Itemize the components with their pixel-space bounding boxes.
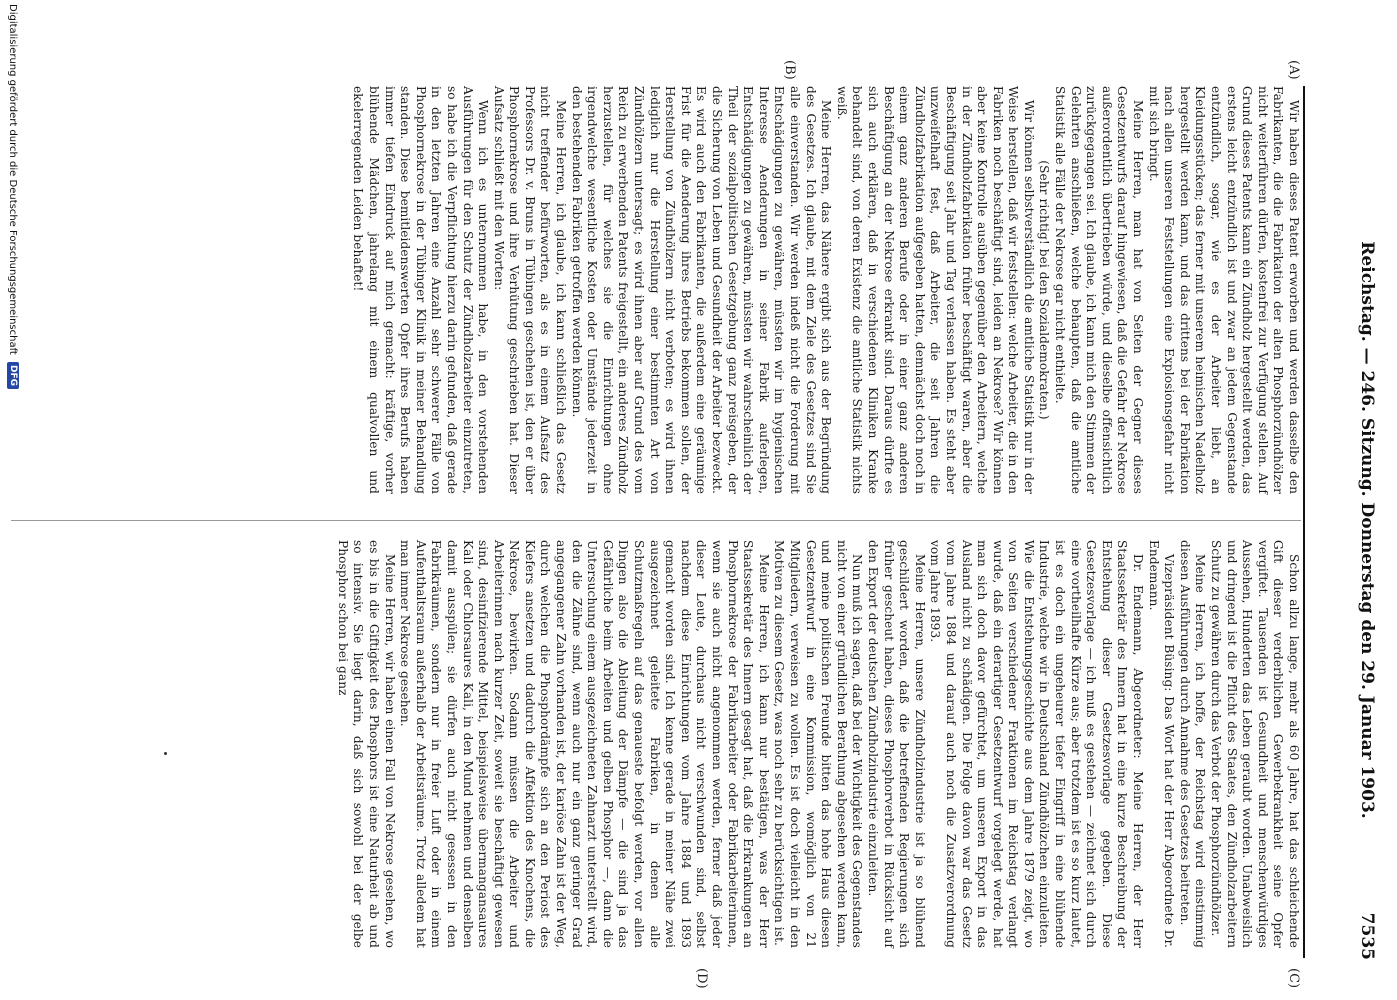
print-speck	[164, 752, 167, 755]
paragraph: Meine Herren, das Nähere ergibt sich aus der Begründung des Gesetzes. Ich glaube, mit dem Ziele des Gesetzes sind Sie alle einverstanden. Wir werden indeß nicht die Forderung mit Entschädigungen zu gewähren, müssten wir im hygienischen Interesse Aenderungen in seiner Fabrik auferlegen, Entschädigungen zu gewähren, müssten wir wahrscheinlich der Theil der sozialpolitischen Gesetzgebung ganz preisgeben, der die Sicherung von Leben und Gesundheit der Arbeiter bezweckt. Es wird auch den Fabrikanten, die außerdem eine geräumige Frist für die Aenderung ihres Betriebs bekommen sollen, der Herstellung von Zündhölzern nicht verboten; es wird ihnen lediglich nur die Herstellung einer bestimmten Art von Zündhölzern untersagt; es wird ihnen aber auf Grund des vom Reich zu erwerbenden Patents freigestellt, ein anderes Zündholz herzustellen, für welches sie die Einrichtungen ohne irgendwelche wesentliche Kosten oder Umstände jederzeit in den bestehenden Fabriken getroffen werden können.	[569, 86, 834, 494]
margin-mark-c: (C)	[1286, 968, 1301, 989]
left-text-column	[11, 86, 1301, 494]
paragraph: Wenn ich es unternommen habe, in den vorstehenden Ausführungen für den Schutz der Zündholzarbeiter einzutreten, so habe ich die Verpflichtung hierzu darin gefunden, daß gerade in den letzten Jahren eine Anzahl sehr schwerer Fälle von Phosphornekrose in der Tübinger Klinik in meiner Behandlung standen. Diese bemitleidenswerten Opfer ihres Berufs haben immer tiefen Eindruck auf mich gemacht: kräftige, vorher blühende Mädchen, jahrelang mit einem qualvollen und ekelerregenden Leiden behaftet!	[351, 86, 491, 494]
paragraph: Meine Herren, ich glaube, ich kann schließlich das Gesetz nicht treffender befürworten, als es in einem Aufsatz des Professors Dr. v. Bruns in Tübingen geschehen ist, den er über Phosphornekrose und ihre Verhütung geschrieben hat. Dieser Aufsatz schließt mit den Worten:	[491, 86, 569, 494]
paragraph: Dr. Endemann, Abgeordneter: Meine Herren, der Herr Staatssekretär des Innern hat in eine kurze Beschreibung der Entstehung dieser Gesetzesvorlage gegeben. Diese Gesetzesvorlage — ich muß es gestehen — zeichnet sich durch eine vortheilhafte Kürze aus; aber trotzdem ist es so kurz lautet, ist es doch ein ungeheurer tiefer Eingriff in eine blühende Industrie, welche wir in Deutschland Zündhölzchen einzuleiten. Wie die Entstehungsgeschichte aus dem Jahre 1879 zeigt, wo von Seiten verschiedener Fraktionen im Reichstag verlangt wurde, daß ein derartiger Gesetzentwurf vorgelegt werde, hat man sich doch davor gefürchtet, um unseren Export in das Ausland nicht zu schädigen. Die Folge davon war das Gesetz vom Jahre 1884 und darauf auch noch die Zusatzverordnung vom Jahre 1893.	[928, 540, 1146, 948]
paragraph: Meine Herren, wir haben einen Fall von Nekrose gesehen, wo es bis in die Giftigkeit des Phosphors ist eine Naturheit ab und so intensiv. Sie liegt darin, daß sich sowohl bei der gelbe Phosphor schon bei ganz	[335, 540, 397, 948]
paragraph: Meine Herren, unsere Zündholzindustrie ist ja so blühend geschildert worden, daß die betreffenden Regierungen sich früher gescheut haben, dieses Phosphorverbot in Rücksicht auf den Export der deutschen Zündholzindustrie einzuleiten.	[865, 540, 927, 948]
footer-text: Digitalisierung gefördert durch die Deutsche Forschungsgemeinschaft	[7, 4, 18, 355]
page-number: 7535	[1357, 912, 1377, 960]
page-header	[1349, 100, 1377, 960]
paragraph: Wir haben dieses Patent erworben und werden dasselbe den Fabrikanten, die die Fabrikation der alten Phosphorzündhölzer nicht weiterführen dürfen, kostenfrei zur Verfügung stellen. Auf Grund dieses Patents kann ein Zündholz hergestellt werden, das erstens leicht entzündlich ist und zwar an jedem Gegenstande entzündlich, sogar, wie es der Arbeiter liebt, an Kleidungsstücken; das ferner mit unserem heimischen Nadelholz hergestellt werden kann, und das drittens bei der Fabrikation nach allen unseren Feststellungen eine Explosionsgefahr nicht mit sich bringt.	[1146, 86, 1301, 494]
page-title: Reichstag. — 246. Sitzung. Donnerstag den 29. Januar 1903.	[1357, 241, 1377, 819]
dfg-logo: DFG	[7, 362, 19, 389]
right-text-column	[11, 540, 1301, 948]
paragraph: Meine Herren, ich kann nur bestätigen, was der Herr Staatssekretär des Innern gesagt hat, daß die Erkrankungen an Phosphornekrose der Fabrikarbeiter oder Fabrikarbeiterinnen, wenn sie auch nicht angenommen werden, ferner daß jeder dieser Leute, durchaus nicht verschwunden sind, selbst nachdem diese Einrichtungen vom Jahre 1884 und 1893 gemacht worden sind. Ich kenne gerade in meiner Nähe zwei ausgezeichnet geleitete Fabriken, in denen alle Schutzmaßregeln auf das genaueste befolgt werden, vor allen Dingen also die Ableitung der Dämpfe — die sind ja das Gefährliche beim Arbeiten und gelben Phosphor —, dann die Untersuchung einem ausgezeichneten Zahnarzt unterstellt wird, den die Zähne sind, wenn auch nur ein ganz geringer Grad angegangener Zahn vorhanden ist, der kariöse Zahn ist der Weg, durch welchen die Phosphordämpfe sich an den Periost des Kiefers ansetzen und dadurch die Affektion des Knochens, die Nekrose, bewirken. Sodann müssen die Arbeiter und Arbeiterinnen nach kurzer Zeit, soweit sie beschäftigt gewesen sind, desinfizierende Mittel, beispielsweise übermangansaures Kali oder Chlorsaures Kali, in den Mund nehmen und denselben damit ausspülen; sie dürfen auch nicht gesessen in den Fabrikräumen, sondern nur in freier Luft oder in einem Aufenthaltsraum außerhalb der Arbeitsräume. Trotz alledem hat man immer Nekrose gesehen.	[398, 540, 771, 948]
paragraph: Meine Herren, ich hoffe, der Reichstag wird einstimmig diesen Ausführungen durch Annahme des Gesetzes beitreten.	[1177, 540, 1208, 948]
header-rule	[1303, 86, 1305, 958]
margin-mark-a: (A)	[1286, 60, 1301, 80]
interjection: (Sehr richtig! bei den Sozialdemokraten.)	[1037, 160, 1052, 420]
paragraph: Nun muß ich sagen, daß bei der Wichtigkeit des Gegenstandes nicht von einer gründlichen Berathung abgesehen werden kann, und meine politischen Freunde bitten das hohe Haus diesen Gesetzentwurf in eine Kommission, womöglich von 21 Mitgliedern, verweisen zu wollen. Es ist doch vielleicht in den Motiven zu diesem Gesetz, was noch sehr zu berücksichtigen ist.	[772, 540, 865, 948]
margin-mark-d: (D)	[694, 968, 709, 989]
margin-mark-b: (B)	[782, 60, 797, 80]
footer-credit	[7, 4, 19, 389]
paragraph: Vizepräsident Büsing: Das Wort hat der Herr Abgeordnete Dr. Endemann.	[1146, 540, 1177, 948]
paragraph: Wir können selbstverständlich die amtliche Statistik nur in der Weise herstellen, daß wir feststellen: welche Arbeiter, die in den Fabriken noch beschäftigt sind, leiden an Nekrose? Wir können aber keine Kontrolle ausüben gegenüber den Arbeitern, welche in der Zündholzfabrikation früher beschäftigt waren, aber die Beschäftigung seit Jahr und Tag verlassen haben. Es steht aber unzweifelhaft fest, daß Arbeiter, die seit Jahren die Zündholzfabrikation aufgegeben hatten, demnächst doch noch in einem ganz anderen Berufe oder in einer ganz anderen Beschäftigung an der Nekrose erkrankt sind. Daraus dürfte es sich auch erklären, daß in verschiedenen Kliniken Kranke behandelt sind, von deren Existenz die amtliche Statistik nichts weiß.	[834, 86, 1036, 494]
column-divider	[11, 520, 1301, 521]
paragraph: Meine Herren, man hat von Seiten der Gegner dieses Gesetzentwurfs darauf hingewiesen, daß die Gefahr der Nekrose außerordentlich übertrieben würde, und dieselbe offensichtlich zurückgegangen sei. Ich glaube, ich kann mich den Stimmen der Gelehrten anschließen, welche behaupten, daß die amtliche Statistik alle Fälle der Nekrose gar nicht enthielte.	[1053, 86, 1146, 494]
paragraph: Schon allzu lange, mehr als 60 Jahre, hat das schleichende Gift dieser verderblichen Gewerbekrankheit seine Opfer vergiftet. Tausenden ist Gesundheit und menschenwürdiges Aussehen, Hunderten das Leben geraubt worden. Unabweislich und dringend ist die Pflicht des Staates, den Zündholzarbeitern Schutz zu gewähren durch das Verbot der Phosphorzündhölzer.	[1209, 540, 1301, 948]
